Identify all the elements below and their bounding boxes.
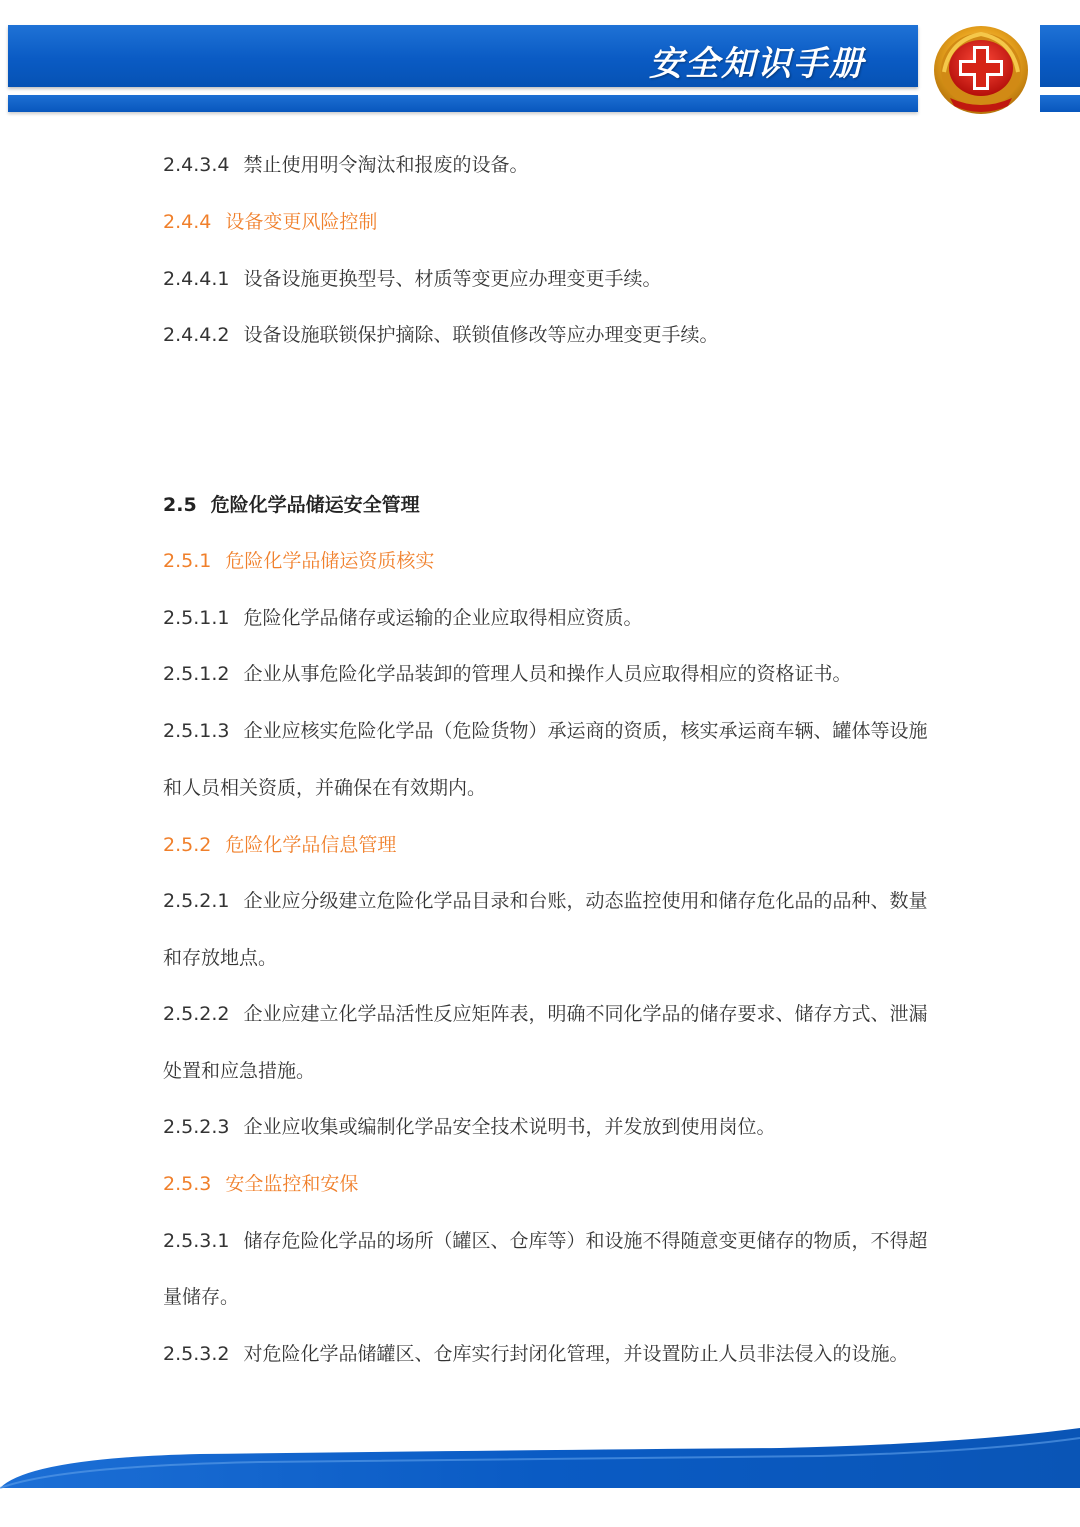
clause-number: 2.5.2.1: [163, 890, 230, 912]
clause-text: 设备设施更换型号、材质等变更应办理变更手续。: [243, 268, 662, 290]
clause-number: 2.5.1.1: [163, 607, 230, 629]
clause-text: 和存放地点。: [163, 947, 278, 969]
subheading-2-5-1: [163, 546, 434, 573]
clause-number: 2.4.4: [163, 211, 212, 233]
clause-number: 2.4.3.4: [163, 154, 230, 176]
section-title: 危险化学品储运安全管理: [210, 494, 420, 516]
header-band-right: [1040, 25, 1080, 87]
footer-wave: [0, 1420, 1080, 1490]
subheading-text: 设备变更风险控制: [225, 211, 378, 233]
clause-number: 2.5.2.3: [163, 1116, 230, 1138]
clause-text: 企业应收集或编制化学品安全技术说明书，并发放到使用岗位。: [243, 1116, 776, 1138]
clause-2-5-2-2: [163, 999, 928, 1026]
clause-continuation: [163, 1056, 315, 1083]
clause-text: 对危险化学品储罐区、仓库实行封闭化管理，并设置防止人员非法侵入的设施。: [243, 1343, 909, 1365]
clause-2-5-1-3: [163, 716, 928, 743]
clause-text: 储存危险化学品的场所（罐区、仓库等）和设施不得随意变更储存的物质，不得超: [243, 1230, 928, 1252]
header-underline-bar: [8, 95, 918, 112]
clause-2-5-1-1: [163, 603, 643, 630]
clause-number: 2.4.4.2: [163, 324, 230, 346]
clause-text: 设备设施联锁保护摘除、联锁值修改等应办理变更手续。: [243, 324, 719, 346]
clause-2-5-2-1: [163, 886, 928, 913]
clause-2-5-2-3: [163, 1112, 776, 1139]
subheading-2-5-3: [163, 1169, 358, 1196]
clause-text: 企业应分级建立危险化学品目录和台账，动态监控使用和储存危化品的品种、数量: [243, 890, 928, 912]
header-title: 安全知识手册: [649, 44, 865, 84]
clause-2-5-3-2: [163, 1339, 909, 1366]
clause-2-4-4-1: [163, 264, 662, 291]
clause-text: 量储存。: [163, 1286, 240, 1308]
clause-2-5-3-1: [163, 1226, 928, 1253]
subheading-text: 危险化学品信息管理: [225, 834, 397, 856]
clause-text: 处置和应急措施。: [163, 1060, 316, 1082]
clause-text: 企业应核实危险化学品（危险货物）承运商的资质，核实承运商车辆、罐体等设施: [243, 720, 928, 742]
clause-continuation: [163, 943, 277, 970]
clause-number: 2.5.3.2: [163, 1343, 230, 1365]
clause-number: 2.5.1.2: [163, 663, 230, 685]
subheading-text: 危险化学品储运资质核实: [225, 550, 435, 572]
subheading-2-4-4: [163, 207, 377, 234]
clause-number: 2.5.3.1: [163, 1230, 230, 1252]
clause-2-5-1-2: [163, 659, 852, 686]
clause-text: 和人员相关资质，并确保在有效期内。: [163, 777, 487, 799]
clause-continuation: [163, 773, 486, 800]
clause-number: 2.5.3: [163, 1173, 212, 1195]
clause-number: 2.5.2: [163, 834, 212, 856]
safety-cross-emblem-icon: [930, 20, 1032, 118]
clause-number: 2.5.2.2: [163, 1003, 230, 1025]
clause-text: 企业从事危险化学品装卸的管理人员和操作人员应取得相应的资格证书。: [243, 663, 852, 685]
clause-number: 2.5.1.3: [163, 720, 230, 742]
clause-continuation: [163, 1282, 239, 1309]
header-underline-bar-right: [1040, 95, 1080, 112]
section-number: 2.5: [163, 494, 197, 516]
clause-text: 企业应建立化学品活性反应矩阵表，明确不同化学品的储存要求、储存方式、泄漏: [243, 1003, 928, 1025]
section-heading-2-5: [163, 490, 420, 517]
clause-text: 危险化学品储存或运输的企业应取得相应资质。: [243, 607, 643, 629]
clause-text: 禁止使用明令淘汰和报废的设备。: [243, 154, 529, 176]
subheading-2-5-2: [163, 830, 396, 857]
clause-number: 2.4.4.1: [163, 268, 230, 290]
clause-number: 2.5.1: [163, 550, 212, 572]
subheading-text: 安全监控和安保: [225, 1173, 359, 1195]
clause-2-4-3-4: [163, 150, 529, 177]
clause-2-4-4-2: [163, 320, 719, 347]
